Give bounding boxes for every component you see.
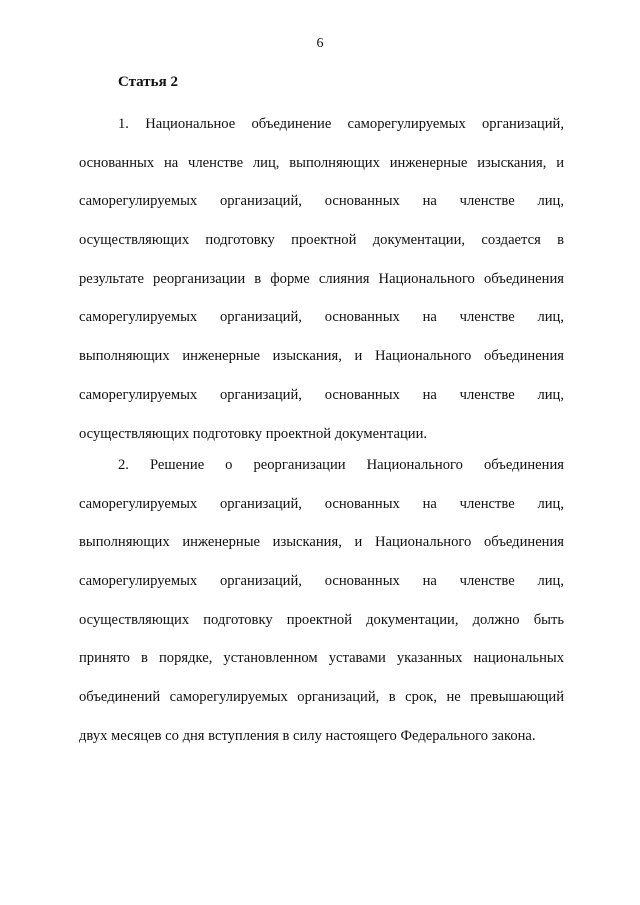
paragraph-line: двух месяцев со дня вступления в силу настоящего Федерального закона. (79, 727, 536, 744)
paragraph-line: осуществляющих подготовку проектной документации, создается в (79, 232, 564, 249)
paragraph-line: саморегулируемых организаций, основанных на членстве лиц, (79, 386, 564, 403)
page-number: 6 (316, 36, 324, 51)
paragraph-line: принято в порядке, установленном уставами указанных национальных (79, 650, 564, 667)
paragraph-line: осуществляющих подготовку проектной документации, должно быть (79, 611, 564, 628)
paragraph-line: саморегулируемых организаций, основанных на членстве лиц, (79, 309, 564, 326)
paragraph-line: 2. Решение о реорганизации Национального объединения (118, 457, 564, 473)
paragraph-line: выполняющих инженерные изыскания, и Национального объединения (79, 348, 564, 365)
paragraph-line: основанных на членстве лиц, выполняющих инженерные изыскания, и (79, 154, 564, 171)
paragraph-line: объединений саморегулируемых организаций, в срок, не превышающий (79, 689, 564, 706)
paragraph-line: 1. Национальное объединение саморегулируемых организаций, (118, 116, 564, 132)
paragraph-2 (79, 455, 564, 765)
paragraph-line: выполняющих инженерные изыскания, и Национального объединения (79, 534, 564, 551)
paragraph-1 (79, 114, 564, 462)
paragraph-line: результате реорганизации в форме слияния Национального объединения (79, 270, 564, 287)
article-title: Статья 2 (118, 74, 178, 90)
paragraph-line: саморегулируемых организаций, основанных на членстве лиц, (79, 573, 564, 590)
paragraph-line: саморегулируемых организаций, основанных на членстве лиц, (79, 193, 564, 210)
paragraph-line: саморегулируемых организаций, основанных на членстве лиц, (79, 495, 564, 512)
paragraph-line: осуществляющих подготовку проектной документации. (79, 425, 428, 442)
